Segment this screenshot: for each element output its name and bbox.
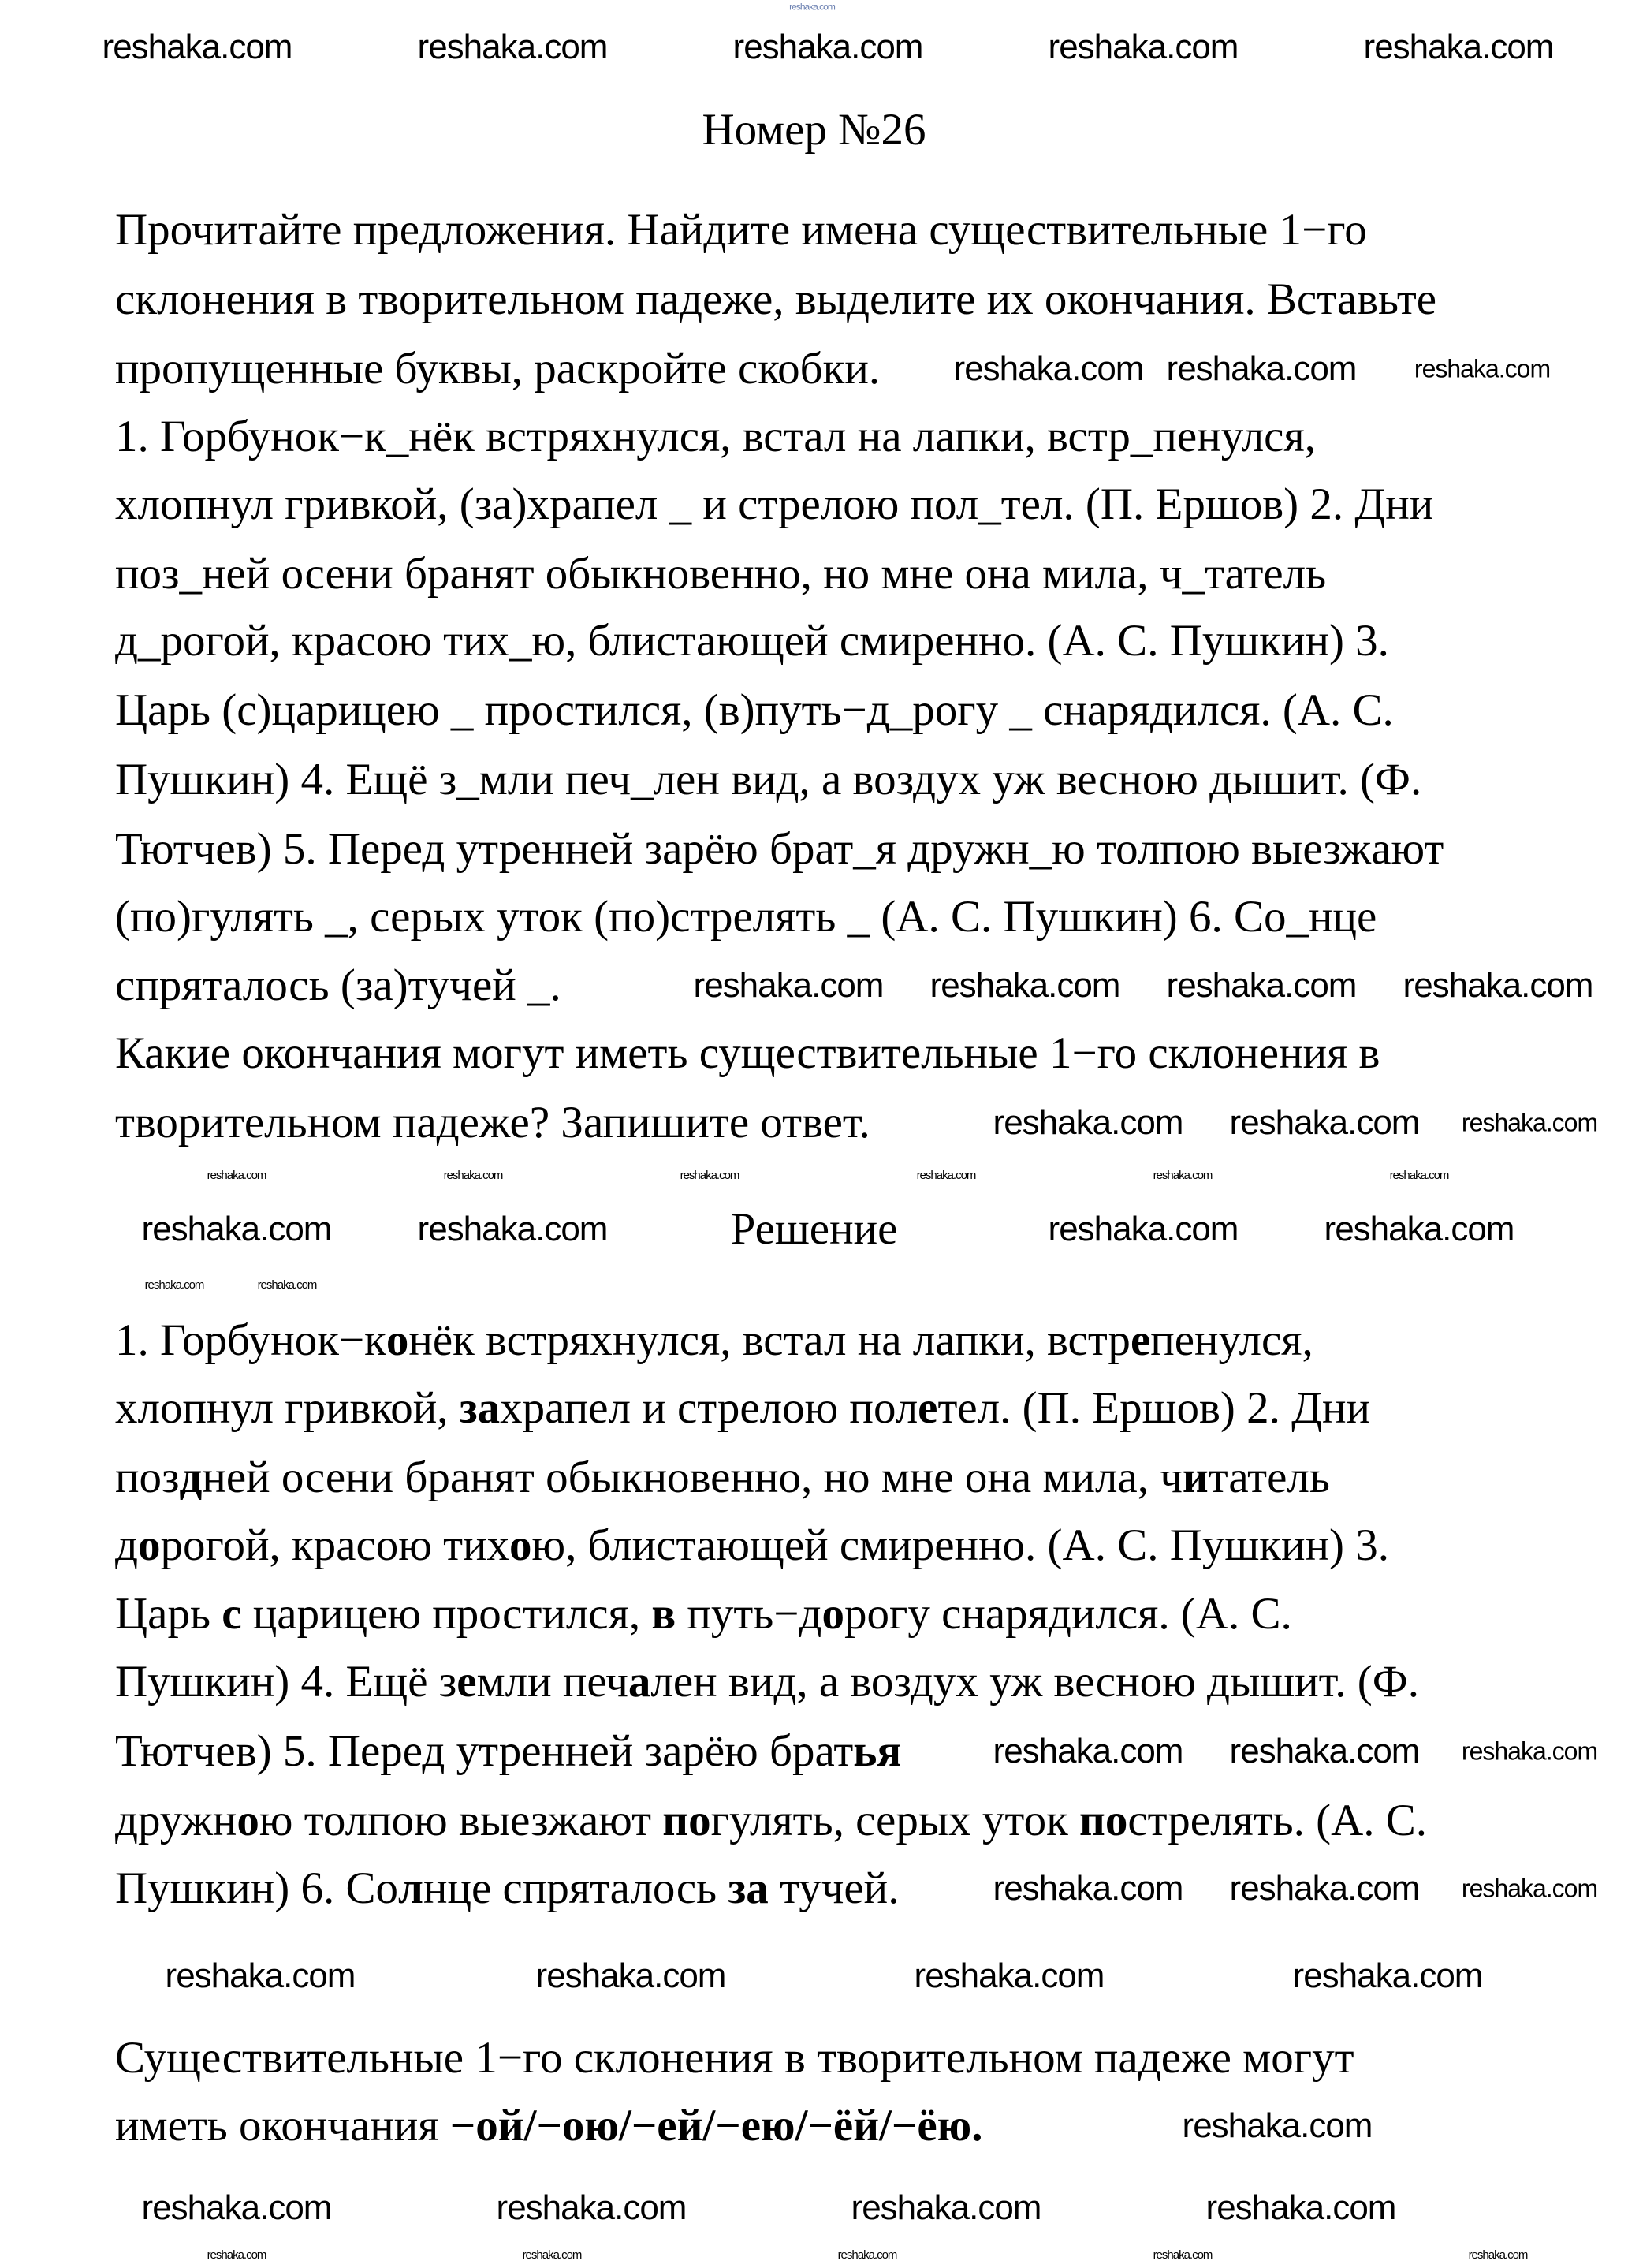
watermark-text: reshaka.com [207, 1168, 266, 1182]
text-segment: ю толпою выезжают [259, 1796, 663, 1845]
highlighted-letters: а [628, 1657, 651, 1707]
watermark-text: reshaka.com [1166, 349, 1357, 388]
text-segment: Какие окончания могут иметь существительные 1−го склонения в [115, 1028, 1380, 1078]
highlighted-letters: е [456, 1657, 477, 1707]
watermark-text: reshaka.com [1468, 2247, 1528, 2262]
watermark-text: reshaka.com [993, 1868, 1183, 1908]
watermark-text: reshaka.com [1461, 1736, 1598, 1766]
watermark-text: reshaka.com [1048, 27, 1239, 66]
highlighted-letters: о [237, 1796, 259, 1845]
task-line [115, 883, 1377, 951]
task-line [115, 471, 1433, 539]
text-segment: ю, блистающей смиренно. (А. С. Пушкин) 3. [531, 1520, 1389, 1570]
task-line [115, 677, 1394, 744]
watermark-text: reshaka.com [141, 1209, 332, 1248]
highlighted-letters: ья [853, 1726, 902, 1776]
text-segment: Тютчев) 5. Перед утренней зарёю брат [115, 1726, 854, 1776]
text-segment: д_рогой, красою тих_ю, блистающей смиренно. (А. С. Пушкин) 3. [115, 616, 1389, 666]
text-segment: мли печ [476, 1657, 628, 1707]
task-line [115, 1020, 1380, 1087]
solution-line [115, 1580, 1292, 1648]
watermark-text: reshaka.com [1324, 1209, 1514, 1248]
text-segment: Царь (с)царицею _ простился, (в)путь−д_рогу _ снарядился. (А. С. [115, 685, 1394, 735]
watermark-text: reshaka.com [1229, 1731, 1420, 1770]
watermark-text: reshaka.com [732, 27, 923, 66]
text-segment: татель [1208, 1453, 1330, 1502]
text-segment: Пушкин) 4. Ещё з [115, 1657, 457, 1707]
highlighted-letters: е [918, 1383, 938, 1433]
text-segment: пенулся, [1150, 1315, 1313, 1365]
watermark-text: reshaka.com [1166, 965, 1357, 1005]
watermark-text: reshaka.com [1461, 1108, 1598, 1137]
text-segment: Царь [115, 1589, 222, 1639]
answer-line [115, 2092, 983, 2160]
highlighted-letters: и [1182, 1453, 1209, 1502]
task-line [115, 335, 880, 403]
solution-title: Решение [730, 1204, 898, 1254]
watermark-text: reshaka.com [1403, 965, 1593, 1005]
solution-line [115, 1787, 1427, 1855]
task-line [115, 403, 1316, 471]
highlighted-letters: е [1130, 1315, 1151, 1365]
task-line [115, 196, 1367, 264]
watermark-text: reshaka.com [1153, 2247, 1213, 2262]
watermark-text: reshaka.com [496, 2188, 687, 2227]
watermark-text: reshaka.com [929, 965, 1120, 1005]
watermark-text: reshaka.com [1461, 1874, 1598, 1903]
text-segment: тучей. [768, 1863, 900, 1913]
highlighted-letters: −ой/−ою/−ей/−ею/−ёй/−ёю. [449, 2101, 983, 2150]
text-segment: царицею простился, [241, 1589, 652, 1639]
text-segment: лен вид, а воздух уж весною дышит. (Ф. [650, 1657, 1420, 1707]
watermark-text: reshaka.com [417, 27, 608, 66]
watermark-text: reshaka.com [916, 1168, 976, 1182]
task-line [115, 815, 1444, 883]
watermark-text: reshaka.com [1182, 2106, 1373, 2145]
watermark-text: reshaka.com [257, 1278, 317, 1292]
watermark-text: reshaka.com [1414, 354, 1551, 383]
text-segment: (по)гулять _, серых уток (по)стрелять _ (А. С. Пушкин) 6. Со_нце [115, 892, 1377, 942]
solution-line [115, 1307, 1313, 1375]
task-line [115, 952, 561, 1020]
text-segment: поз_ней осени бранят обыкновенно, но мне она мила, ч_татель [115, 549, 1327, 599]
watermark-text: reshaka.com [535, 1956, 726, 1995]
task-line [115, 1089, 870, 1157]
highlighted-letters: за [459, 1383, 501, 1433]
highlighted-letters: по [1079, 1796, 1128, 1845]
text-segment: рогой, красою тих [160, 1520, 510, 1570]
solution-line [115, 1648, 1419, 1716]
watermark-text: reshaka.com [165, 1956, 356, 1995]
highlighted-letters: о [138, 1520, 161, 1570]
watermark-text: reshaka.com [1389, 1168, 1449, 1182]
text-segment: гулять, серых уток [710, 1796, 1080, 1845]
watermark-text: reshaka.com [1363, 27, 1554, 66]
watermark-text: reshaka.com [851, 2188, 1041, 2227]
watermark-text: reshaka.com [1153, 1168, 1213, 1182]
text-segment: спряталось (за)тучей _. [115, 961, 561, 1010]
text-segment: дружн [115, 1796, 237, 1845]
text-segment: творительном падеже? Запишите ответ. [115, 1098, 870, 1147]
watermark-text: reshaka.com [837, 2247, 897, 2262]
text-segment: поз [115, 1453, 180, 1502]
text-segment: храпел и стрелою пол [500, 1383, 918, 1433]
solution-line [115, 1718, 901, 1785]
watermark-text: reshaka.com [1229, 1102, 1420, 1142]
text-segment: нёк встряхнулся, встал на лапки, встр [408, 1315, 1131, 1365]
task-line [115, 266, 1436, 334]
highlighted-letters: по [662, 1796, 711, 1845]
text-segment: нце спряталось [423, 1863, 728, 1913]
highlighted-letters: о [386, 1315, 409, 1365]
text-segment: рогу снарядился. (А. С. [844, 1589, 1292, 1639]
watermark-text: reshaka.com [914, 1956, 1105, 1995]
text-segment: ней осени бранят обыкновенно, но мне она мила, ч [202, 1453, 1183, 1502]
watermark-text: reshaka.com [207, 2247, 266, 2262]
watermark-text: reshaka.com [522, 2247, 582, 2262]
text-segment: Прочитайте предложения. Найдите имена существительные 1−го [115, 205, 1367, 255]
watermark-text: reshaka.com [443, 1168, 503, 1182]
text-segment: путь−д [676, 1589, 822, 1639]
text-segment: пропущенные буквы, раскройте скобки. [115, 344, 881, 394]
task-line [115, 540, 1326, 608]
highlighted-letters: л [398, 1863, 423, 1913]
task-line [115, 607, 1389, 675]
watermark-text: reshaka.com [1205, 2188, 1396, 2227]
task-line [115, 746, 1421, 814]
watermark-text: reshaka.com [693, 965, 884, 1005]
watermark-text: reshaka.com [1229, 1868, 1420, 1908]
text-segment: 1. Горбунок−к_нёк встряхнулся, встал на лапки, встр_пенулся, [115, 412, 1316, 461]
highlighted-letters: о [509, 1520, 532, 1570]
watermark-text: reshaka.com [144, 1278, 204, 1292]
text-segment: иметь окончания [115, 2101, 450, 2150]
text-segment: Существительные 1−го склонения в творительном падеже могут [115, 2033, 1354, 2083]
watermark-text: reshaka.com [953, 349, 1144, 388]
text-segment: хлопнул гривкой, (за)храпел _ и стрелою пол_тел. (П. Ершов) 2. Дни [115, 479, 1434, 529]
watermark-text: reshaka.com [993, 1102, 1183, 1142]
watermark-text: reshaka.com [417, 1209, 608, 1248]
answer-line [115, 2024, 1354, 2092]
solution-line [115, 1444, 1330, 1512]
text-segment: Пушкин) 6. Со [115, 1863, 399, 1913]
highlighted-letters: за [728, 1863, 769, 1913]
text-segment: д [115, 1520, 139, 1570]
text-segment: тел. (П. Ершов) 2. Дни [937, 1383, 1370, 1433]
solution-line [115, 1375, 1370, 1442]
highlighted-letters: д [179, 1453, 203, 1502]
highlighted-letters: о [821, 1589, 844, 1639]
watermark-text: reshaka.com [102, 27, 292, 66]
task-title: Номер №26 [702, 105, 926, 155]
text-segment: хлопнул гривкой, [115, 1383, 460, 1433]
solution-line [115, 1512, 1389, 1580]
highlighted-letters: в [651, 1589, 676, 1639]
highlighted-letters: с [222, 1589, 242, 1639]
text-segment: Пушкин) 4. Ещё з_мли печ_лен вид, а воздух уж весною дышит. (Ф. [115, 755, 1422, 804]
watermark-text: reshaka.com [141, 2188, 332, 2227]
text-segment: 1. Горбунок−к [115, 1315, 386, 1365]
solution-line [115, 1855, 899, 1923]
watermark-text: reshaka.com [789, 1, 835, 13]
text-segment: Тютчев) 5. Перед утренней зарёю брат_я дружн_ю толпою выезжают [115, 824, 1444, 874]
watermark-text: reshaka.com [680, 1168, 739, 1182]
watermark-text: reshaka.com [993, 1731, 1183, 1770]
watermark-text: reshaka.com [1292, 1956, 1483, 1995]
text-segment: склонения в творительном падеже, выделите их окончания. Вставьте [115, 274, 1437, 324]
text-segment: стрелять. (А. С. [1127, 1796, 1428, 1845]
watermark-text: reshaka.com [1048, 1209, 1239, 1248]
